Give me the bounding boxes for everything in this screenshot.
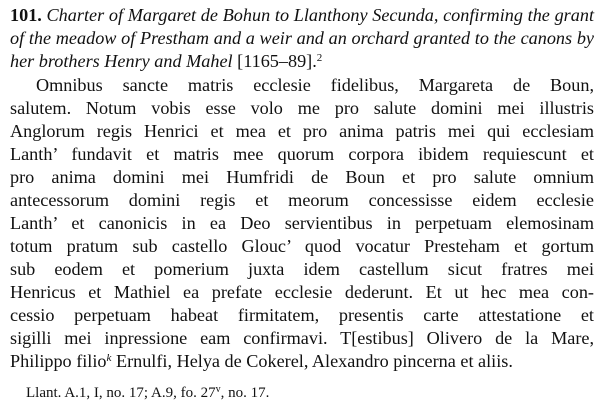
charter-date: [1165–89]. bbox=[237, 51, 317, 71]
text-line-last bbox=[10, 350, 594, 373]
variant-marker: k bbox=[106, 352, 112, 364]
last-line-start: Philippo filio bbox=[10, 351, 107, 371]
verso-marker: v bbox=[215, 384, 221, 395]
text-line: cessio perpetuam habeat firmitatem, presentis carte attestatione et bbox=[10, 305, 594, 325]
text-line: pro anima domini mei Humfridi de Boun et pro salute omnium bbox=[10, 167, 594, 187]
text-line: Anglorum regis Henrici et mea et pro anima patris mei qui ecclesiam bbox=[10, 121, 594, 141]
text-line: antecessorum domini regis et meorum concessisse eidem ecclesie bbox=[10, 190, 594, 210]
charter-text bbox=[10, 74, 594, 373]
charter-page bbox=[10, 4, 594, 403]
text-line: Lanth’ et canonicis in ea Deo servientibus in perpetuam elemosinam bbox=[10, 213, 594, 233]
text-line: Henricus et Mathiel ea prefate ecclesie dederunt. Et ut hec mea con- bbox=[10, 282, 594, 302]
text-line: totum pratum sub castello Glouc’ quod vocatur Presteham et gortum bbox=[10, 236, 594, 256]
last-line-end: Ernulfi, Helya de Cokerel, Alexandro pincerna et aliis. bbox=[111, 351, 513, 371]
charter-title: Charter of Margaret de Bohun to Llanthony Secunda, confirming the grant of the meadow of Prestham and a weir and an orchard granted to the canons by her brothers Henry and Mahel bbox=[10, 5, 594, 71]
text-line: Lanth’ fundavit et matris mee quorum corpora ibidem requiescunt et bbox=[10, 144, 594, 164]
source-reference bbox=[26, 383, 594, 403]
charter-number: 101. bbox=[10, 5, 42, 25]
source-end: , no. 17. bbox=[220, 385, 270, 401]
source-start: Llant. A.1, I, no. 17; A.9, fo. 27 bbox=[26, 385, 216, 401]
footnote-marker: 2 bbox=[316, 52, 323, 64]
charter-heading bbox=[10, 4, 594, 73]
text-line: salutem. Notum vobis esse volo me pro salute domini mei illustris bbox=[10, 98, 594, 118]
text-line: sub eodem et pomerium juxta idem castellum sicut fratres mei bbox=[10, 259, 594, 279]
text-line: Omnibus sancte matris ecclesie fidelibus, Margareta de Boun, bbox=[36, 75, 594, 95]
text-line: sigilli mei inpressione eam confirmavi. T[estibus] Olivero de la Mare, bbox=[10, 328, 594, 348]
